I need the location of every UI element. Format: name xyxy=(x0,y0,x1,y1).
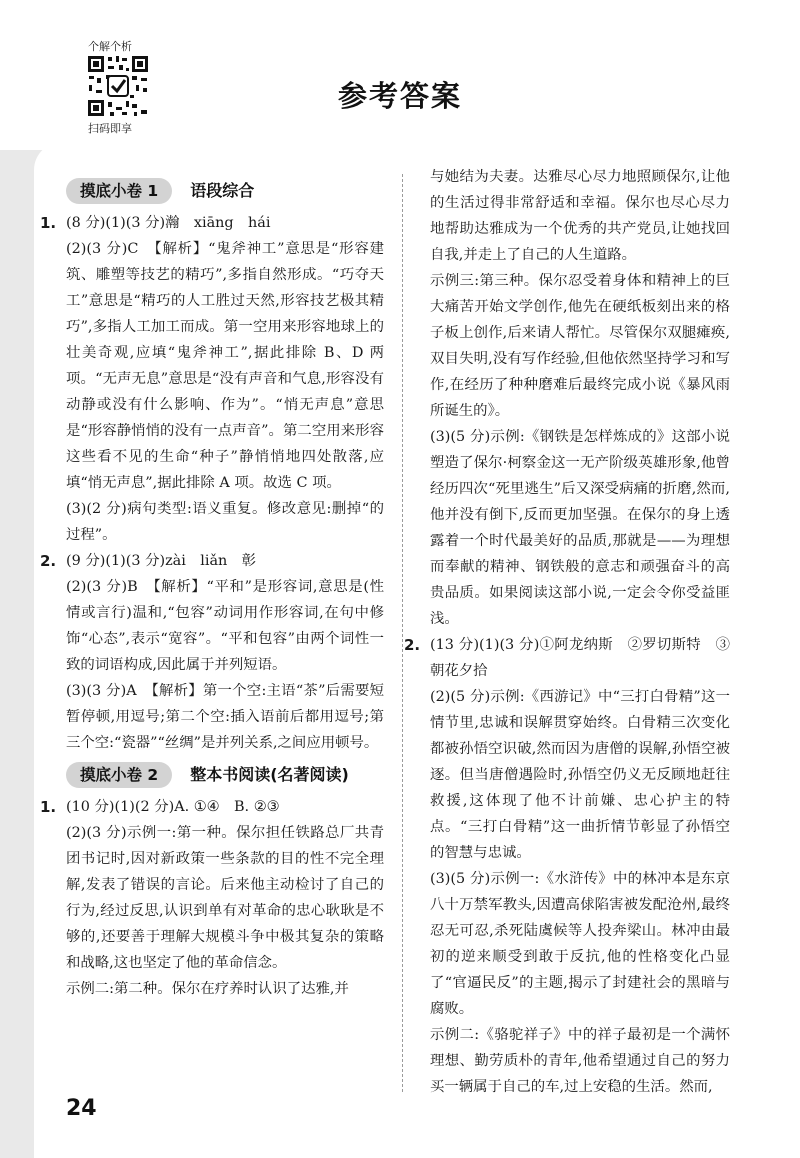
column-divider xyxy=(402,174,403,1092)
page-number: 24 xyxy=(66,1096,97,1121)
answer-paragraph: 示例三:第三种。保尔忍受着身体和精神上的巨大痛苦开始文学创作,他先在硬纸板刻出来的格子板上创作,后来请人帮忙。尽管保尔双腿瘫痪,双目失明,没有写作经验,但他依然坚持学习和写作,在经历了种种磨难后最终完成小说《暴风雨所诞生的》。 xyxy=(430,273,730,419)
left-column xyxy=(40,176,384,1002)
question-number: 1. xyxy=(40,214,57,232)
answer-paragraph: (3)(5 分)示例一:《水浒传》中的林冲本是东京八十万禁军教头,因遭高俅陷害被发配沧州,最终忍无可忍,杀死陆虞候等人投奔梁山。林冲由最初的逆来顺受到敢于反抗,他的性格变化凸显了“官逼民反”的主题,揭示了封建社会的黑暗与腐败。 xyxy=(430,871,730,1017)
qr-caption-top: 个解个析 xyxy=(88,40,132,53)
answer-paragraph: 与她结为夫妻。达雅尽心尽力地照顾保尔,让他的生活过得非常舒适和幸福。保尔也尽心尽力地帮助达雅成为一个优秀的共产党员,让她找回自我,并走上了自己的人生道路。 xyxy=(430,169,730,263)
right-column xyxy=(404,164,730,1100)
answer-paragraph: (3)(3 分)A 【解析】第一个空:主语“茶”后需要短暂停顿,用逗号;第二个空:插入语前后都用逗号;第三个空:“瓷器”“丝绸”是并列关系,之间应用顿号。 xyxy=(66,683,384,751)
section-title: 语段综合 xyxy=(190,181,255,200)
page-title: 参考答案 xyxy=(337,79,462,113)
question-block xyxy=(40,548,384,756)
answer-paragraph: (2)(3 分)B 【解析】“平和”是形容词,意思是(性情或言行)温和,“包容”动词用作形容词,在句中修饰“心态”,表示“宽容”。“平和包容”由两个词性一致的词语构成,因此属于并列短语。 xyxy=(66,579,384,673)
answer-paragraph: (3)(2 分)病句类型:语义重复。修改意见:删掉“的过程”。 xyxy=(66,501,384,543)
question-block xyxy=(40,794,384,1002)
section-tag: 摸底小卷 1 xyxy=(66,178,172,204)
answer-paragraph: (2)(3 分)C 【解析】“鬼斧神工”意思是“形容建筑、雕塑等技艺的精巧”,多指自然形成。“巧夺天工”意思是“精巧的人工胜过天然,形容技艺极其精巧”,多指人工加工而成。第一空用来形容地球上的壮美奇观,应填“鬼斧神工”,据此排除 B、D 两项。“无声无息”意思是“没有声音和气息,形容没有动静或没有什么影响、作为”。“悄无声息”意思是“形容静悄悄的没有一点声音”。第二空用来形容这些看不见的生命“种子”静悄悄地四处散落,应填“悄无声息”,据此排除 A 项。故选 C 项。 xyxy=(66,241,384,491)
answer-paragraph: 示例二:《骆驼祥子》中的祥子最初是一个满怀理想、勤劳质朴的青年,他希望通过自己的努力买一辆属于自己的车,过上安稳的生活。然而, xyxy=(430,1027,730,1095)
answer-paragraph: (9 分)(1)(3 分)zài liǎn 彰 xyxy=(66,553,257,569)
answer-paragraph: (10 分)(1)(2 分)A. ①④ B. ②③ xyxy=(66,799,280,815)
answer-paragraph: (2)(5 分)示例:《西游记》中“三打白骨精”这一情节里,忠诚和误解贯穿始终。白骨精三次变化都被孙悟空识破,然而因为唐僧的误解,孙悟空被逐。但当唐僧遇险时,孙悟空仍义无反顾地赶往救援,这体现了他不计前嫌、忠心护主的特点。“三打白骨精”这一曲折情节彰显了孙悟空的智慧与忠诚。 xyxy=(430,689,730,861)
question-number: 1. xyxy=(40,798,57,816)
question-number: 2. xyxy=(40,552,57,570)
section-banner-1 xyxy=(66,176,384,206)
question-block xyxy=(40,210,384,548)
answer-paragraph: (2)(3 分)示例一:第一种。保尔担任铁路总厂共青团书记时,因对新政策一些条款的目的性不完全理解,发表了错误的言论。后来他主动检讨了自己的行为,经过反思,认识到单有对革命的忠心耿耿是不够的,还要善于理解大规模斗争中极其复杂的策略和战略,这也坚定了他的革命信念。 xyxy=(66,825,384,971)
section-banner-2 xyxy=(66,760,384,790)
section-tag: 摸底小卷 2 xyxy=(66,762,172,788)
answer-paragraph: (13 分)(1)(3 分)①阿龙纳斯 ②罗切斯特 ③朝花夕拾 xyxy=(430,637,730,679)
answer-paragraph: (3)(5 分)示例:《钢铁是怎样炼成的》这部小说塑造了保尔·柯察金这一无产阶级英雄形象,他曾经历四次“死里逃生”后又深受病痛的折磨,然而,他并没有倒下,反而更加坚强。在保尔的身上透露着一个时代最美好的品质,那就是——为理想而奉献的精神、钢铁般的意志和顽强奋斗的高贵品质。如果阅读这部小说,一定会令你受益匪浅。 xyxy=(430,429,730,627)
section-title: 整本书阅读(名著阅读) xyxy=(190,765,349,784)
answer-paragraph: 示例二:第二种。保尔在疗养时认识了达雅,并 xyxy=(66,981,349,997)
header xyxy=(0,0,800,150)
question-number: 2. xyxy=(404,636,421,654)
question-block xyxy=(404,632,730,1100)
qr-caption-bottom: 扫码即享 xyxy=(88,122,132,135)
answer-paragraph: (8 分)(1)(3 分)瀚 xiāng hái xyxy=(66,215,271,231)
